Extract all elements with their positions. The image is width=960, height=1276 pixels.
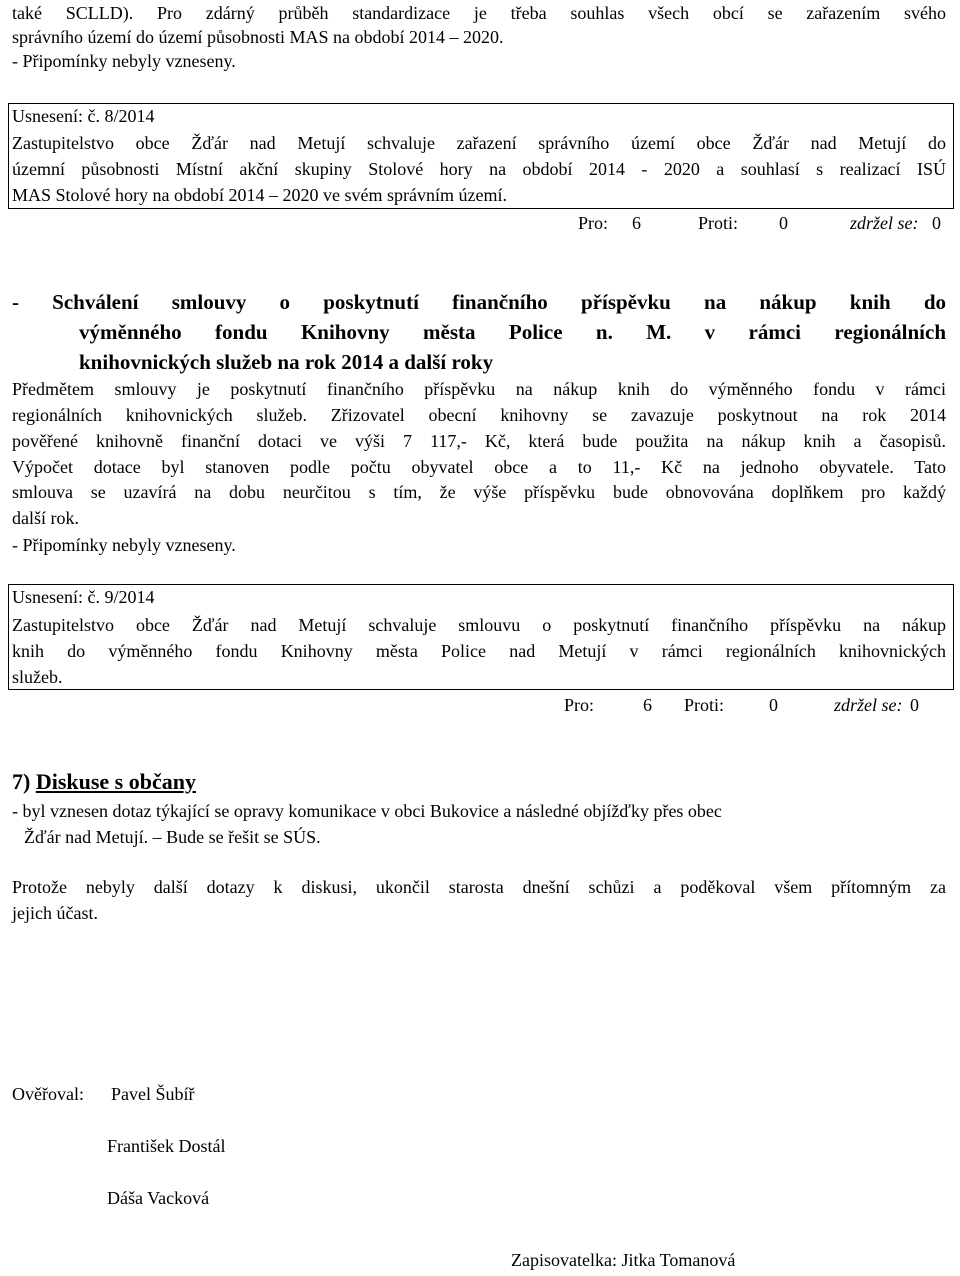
resolution-8-line-1: Zastupitelstvo obce Žďár nad Metují schvaluje zařazení správního území obce Žďár nad Metují do [12, 133, 946, 153]
verifier-1: Pavel Šubíř [111, 1084, 195, 1104]
resolution-9-line-3: služeb. [12, 667, 63, 687]
resolution-9-line-2: knih do výměnného fondu Knihovny města Police nad Metují v rámci regionálních knihovnických [12, 641, 946, 661]
verifiers-label: Ověřoval: [12, 1084, 84, 1104]
verifier-3: Dáša Vacková [107, 1188, 210, 1208]
intro-remark: - Připomínky nebyly vzneseny. [12, 51, 236, 71]
resolution-8-line-3: MAS Stolové hory na období 2014 – 2020 ve svém správním území. [12, 185, 507, 205]
resolution-9-vote-zdrzel-label: zdržel se: [834, 695, 903, 715]
resolution-8-vote-proti: 0 [779, 213, 788, 233]
library-body-line-3: pověřené knihovně finanční dotaci ve výši 7 117,- Kč, která bude použita na nákup knih a časopisů. [12, 431, 946, 451]
library-body-line-2: regionálních knihovnických služeb. Zřizovatel obecní knihovny se zavazuje poskytnout na rok 2014 [12, 405, 946, 425]
resolution-9-vote-proti-label: Proti: [684, 695, 725, 715]
library-heading-line-1: - Schválení smlouvy o poskytnutí finančního příspěvku na nákup knih do [12, 290, 946, 314]
library-body-line-4: Výpočet dotace byl stanoven podle počtu obyvatel obce a to 11,- Kč na jednoho obyvatele. Tato [12, 457, 946, 477]
resolution-9-vote-pro-label: Pro: [564, 695, 595, 715]
closing-line-2: jejich účast. [12, 903, 98, 923]
resolution-9-vote-zdrzel: 0 [910, 695, 919, 715]
discussion-title: Diskuse s občany [35, 769, 196, 794]
resolution-9-vote-pro: 6 [643, 695, 652, 715]
library-remark: - Připomínky nebyly vzneseny. [12, 535, 236, 555]
resolution-8-vote-zdrzel-label: zdržel se: [850, 213, 919, 233]
closing-line-1: Protože nebyly další dotazy k diskusi, ukončil starosta dnešní schůzi a poděkoval všem přítomným za [12, 877, 946, 897]
resolution-9-label: Usnesení: č. 9/2014 [12, 587, 155, 607]
verifier-2: František Dostál [107, 1136, 226, 1156]
resolution-9-vote-proti: 0 [769, 695, 778, 715]
intro-line-1: také SCLLD). Pro zdárný průběh standardizace je třeba souhlas všech obcí se zařazením svého [12, 3, 946, 23]
library-body-line-5: smlouva se uzavírá na dobu neurčitou s tím, že výše příspěvku bude obnovována doplňkem pro každý [12, 482, 946, 502]
discussion-number: 7) [12, 769, 31, 794]
resolution-8-vote-proti-label: Proti: [698, 213, 739, 233]
library-heading-line-2: výměnného fondu Knihovny města Police n. M. v rámci regionálních [79, 320, 946, 344]
intro-line-2: správního území do území působnosti MAS na období 2014 – 2020. [12, 27, 504, 47]
discussion-line-1: - byl vznesen dotaz týkající se opravy komunikace v obci Bukovice a následné objížďky přes obec [12, 801, 722, 821]
recorder: Zapisovatelka: Jitka Tomanová [511, 1250, 736, 1270]
discussion-heading [12, 768, 196, 796]
resolution-8-vote-zdrzel: 0 [932, 213, 941, 233]
resolution-8-vote-pro: 6 [632, 213, 641, 233]
resolution-9-line-1: Zastupitelstvo obce Žďár nad Metují schvaluje smlouvu o poskytnutí finančního příspěvku na nákup [12, 615, 946, 635]
resolution-8-line-2: územní působnosti Místní akční skupiny Stolové hory na období 2014 - 2020 a souhlasí s realizací ISÚ [12, 159, 946, 179]
library-heading-line-3: knihovnických služeb na rok 2014 a další roky [79, 350, 494, 374]
resolution-8-vote-pro-label: Pro: [578, 213, 609, 233]
library-body-line-1: Předmětem smlouvy je poskytnutí finančního příspěvku na nákup knih do výměnného fondu v rámci [12, 379, 946, 399]
library-body-line-6: další rok. [12, 508, 79, 528]
discussion-line-2: Žďár nad Metují. – Bude se řešit se SÚS. [24, 827, 321, 847]
resolution-8-label: Usnesení: č. 8/2014 [12, 106, 155, 126]
